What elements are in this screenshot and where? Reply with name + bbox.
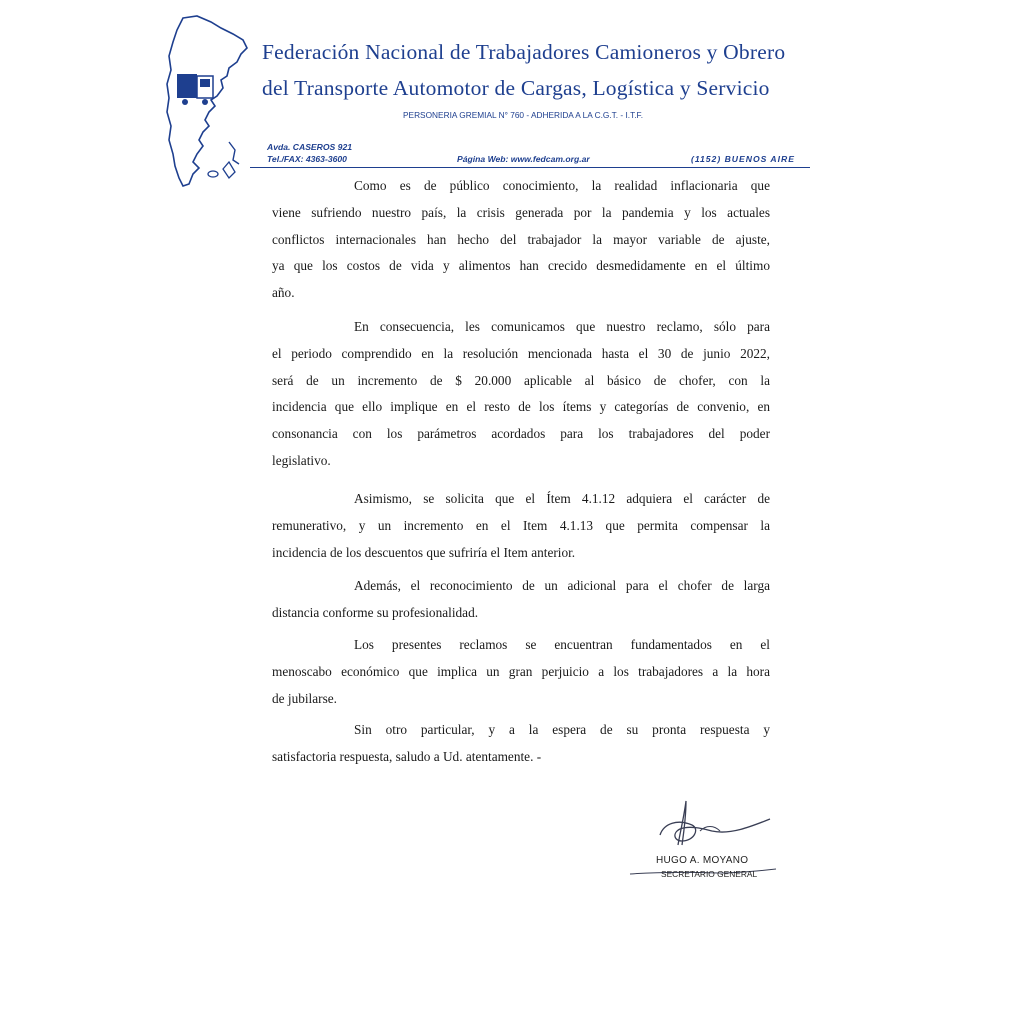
text-line: Asimismo, se solicita que el Ítem 4.1.12 adquiera el carácter de xyxy=(354,491,770,506)
website: Página Web: www.fedcam.org.ar xyxy=(457,154,590,164)
handwritten-signature xyxy=(620,795,780,855)
text-line: ya que los costos de vida y alimentos han crecido desmedidamente en el último xyxy=(272,258,770,274)
text-line: año. xyxy=(272,285,295,301)
header-divider xyxy=(250,167,810,168)
text-line: incidencia que ello implique en el resto de los ítems y categorías de convenio, en xyxy=(272,399,770,415)
text-line: viene sufriendo nuestro país, la crisis generada por la pandemia y los actuales xyxy=(272,204,770,220)
text-line: será de un incremento de $ 20.000 aplicable al básico de chofer, con la xyxy=(272,372,770,388)
paragraph-4 xyxy=(272,573,770,627)
paragraph-3 xyxy=(272,486,770,566)
text-line: el periodo comprendido en la resolución mencionada hasta el 30 de junio 2022, xyxy=(272,345,770,361)
text-line: Como es de público conocimiento, la realidad inflacionaria que xyxy=(354,178,770,193)
text-line: conflictos internacionales han hecho del trabajador la mayor variable de ajuste, xyxy=(272,231,770,247)
federation-title-line-2: del Transporte Automotor de Cargas, Logística y Servicio xyxy=(262,76,770,100)
federation-title-line-1: Federación Nacional de Trabajadores Camioneros y Obrero xyxy=(262,40,786,64)
text-line: incidencia de los descuentos que sufriría el Item anterior. xyxy=(272,544,576,560)
text-line: menoscabo económico que implica un gran perjuicio a los trabajadores a la hora xyxy=(272,663,770,679)
text-line: legislativo. xyxy=(272,452,331,468)
text-line: Sin otro particular, y a la espera de su pronta respuesta y xyxy=(354,722,770,737)
signatory-title: SECRETARIO GENERAL xyxy=(661,869,758,879)
address: Avda. CASEROS 921 xyxy=(267,142,353,152)
paragraph-2 xyxy=(272,314,770,475)
phone-fax: Tel./FAX: 4363-3600 xyxy=(267,154,347,164)
paragraph-5 xyxy=(272,632,770,712)
text-line: consonancia con los parámetros acordados para los trabajadores del poder xyxy=(272,426,770,442)
text-line: Los presentes reclamos se encuentran fundamentados en el xyxy=(354,637,770,652)
personeria-gremial: PERSONERIA GREMIAL N° 760 - ADHERIDA A LA C.G.T. - I.T.F. xyxy=(403,110,644,120)
text-line: Además, el reconocimiento de un adicional para el chofer de larga xyxy=(354,578,770,593)
signatory-name: HUGO A. MOYANO xyxy=(656,855,749,866)
paragraph-1 xyxy=(272,173,770,307)
text-line: distancia conforme su profesionalidad. xyxy=(272,604,479,620)
text-line: satisfactoria respuesta, saludo a Ud. atentamente. - xyxy=(272,748,542,764)
text-line: En consecuencia, les comunicamos que nuestro reclamo, sólo para xyxy=(354,319,770,334)
text-line: de jubilarse. xyxy=(272,690,337,706)
paragraph-6 xyxy=(272,717,770,771)
city-postal: (1152) BUENOS AIRE xyxy=(691,154,795,164)
text-line: remunerativo, y un incremento en el Item 4.1.13 que permita compensar la xyxy=(272,517,770,533)
argentina-map-logo xyxy=(163,14,258,189)
